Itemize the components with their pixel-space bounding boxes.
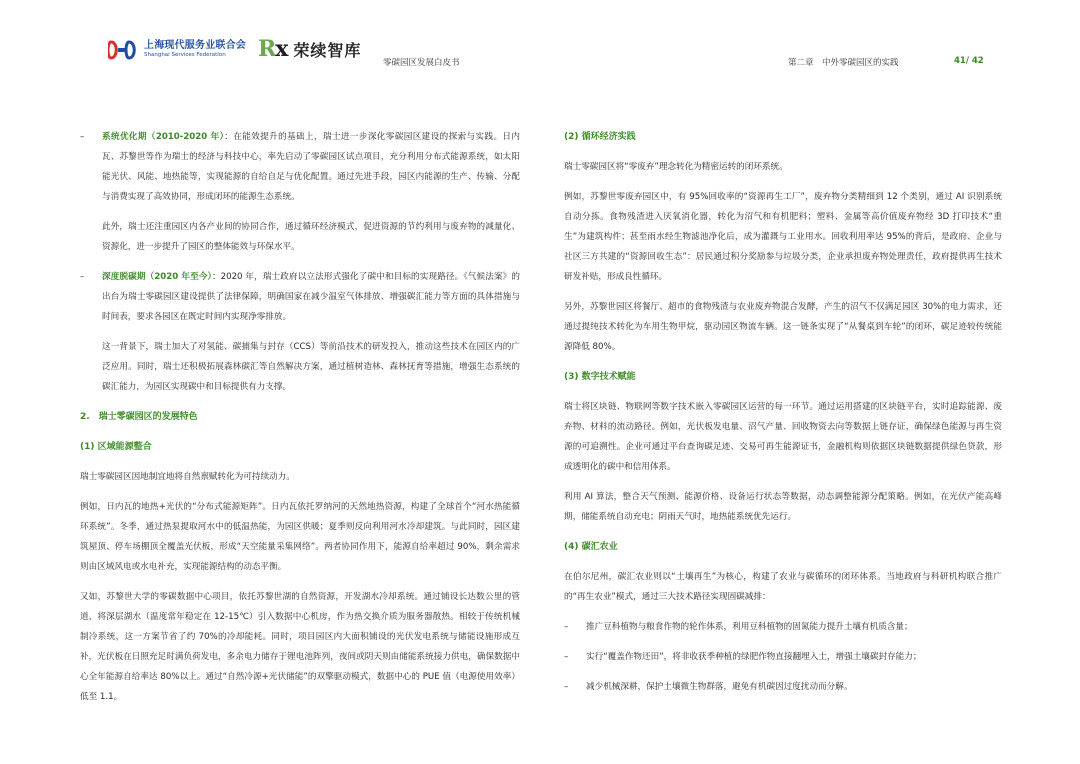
- bullet-text: ：在能效提升的基础上，瑞士进一步深化零碳园区建设的探索与实践。日内瓦、苏黎世等作为瑞士的经济与科技中心，率先启动了零碳园区试点项目，充分利用分布式能源系统，如太阳能光伏、风能、地热能等，实现能源的自给自足与优化配置。通过先进手段，园区内能源的生产、传输、分配与消费实现了高效协同，形成闭环的能源生态系统。: [102, 132, 520, 202]
- paragraph: 此外，瑞士还注重园区内各产业间的协同合作，通过循环经济模式，促进资源的节约利用与废弃物的减量化、资源化，进一步提升了园区的整体能效与环保水平。: [102, 222, 520, 252]
- list-item: [564, 647, 1002, 667]
- ssf-logo-icon: [108, 38, 138, 62]
- paragraph: 瑞士将区块链、物联网等数字技术嵌入零碳园区运营的每一环节。通过运用搭建的区块链平台，实时追踪能源、废弃物、材料的流动路径。例如，光伏板发电量、沼气产量、回收物资去向等数据上链存证，确保绿色能源与再生资源的可追溯性。企业可通过平台查询碳足迹、交易可再生能源证书，金融机构则依据区块链数据提供绿色贷款，形成透明化的碳中和信用体系。: [564, 402, 1002, 472]
- left-column: [80, 127, 520, 717]
- rx-logo-r: R: [258, 36, 276, 62]
- page-header: [0, 0, 1080, 80]
- paragraph: 又如，苏黎世大学的零碳数据中心项目，依托苏黎世湖的自然资源，开发湖水冷却系统。通过铺设长达数公里的管道，将深层湖水（温度常年稳定在 12-15℃）引入数据中心机房，作为热交换介质为服务器散热。相较于传统机械制冷系统，这一方案节省了约 70%的冷却能耗。同时，项目园区内大面积铺设的光伏发电系统与储能设施形成互补，光伏板在日照充足时满负荷发电，多余电力储存于锂电池阵列，夜间或阴天则由储能系统接力供电，确保数据中心全年能源自给率达 80%以上。通过“自然冷源+光伏储能”的双擎驱动模式，数据中心的 PUE 值（电源使用效率）低至 1.1。: [80, 592, 520, 702]
- ssf-logo: [108, 38, 246, 62]
- paragraph: 这一背景下，瑞士加大了对氢能、碳捕集与封存（CCS）等前沿技术的研发投入，推动这些技术在园区内的广泛应用。同时，瑞士还积极拓展森林碳汇等自然解决方案，通过植树造林、森林抚育等措施，增强生态系统的碳汇能力，为园区实现碳中和目标提供有力支撑。: [102, 342, 520, 392]
- bullet-title: 系统优化期（2010-2020 年）: [102, 132, 225, 142]
- right-column: [564, 127, 1002, 707]
- rx-logo-mark: [258, 36, 287, 62]
- ssf-name-en: Shanghai Services Federation: [144, 52, 226, 59]
- rx-logo: [258, 36, 361, 62]
- subsection-heading: (2) 循环经济实践: [564, 132, 636, 142]
- paragraph: 瑞士零碳园区因地制宜地将自然禀赋转化为可持续动力。: [80, 472, 295, 482]
- list-dash: –: [564, 622, 569, 632]
- paragraph: 利用 AI 算法，整合天气预测、能源价格、设备运行状态等数据，动态调整能源分配策略。例如，在光伏产能高峰期，储能系统自动充电；阴雨天气时，地热能系统优先运行。: [564, 492, 1002, 522]
- bullet-title: 深度脱碳期（2020 年至今）: [102, 272, 212, 282]
- section-heading: 2. 瑞士零碳园区的发展特色: [80, 412, 198, 422]
- paragraph: 另外，苏黎世园区将餐厅、超市的食物残渣与农业废弃物混合发酵，产生的沼气不仅满足园区 30%的电力需求，还通过提纯技术转化为车用生物甲烷，驱动园区物流车辆。这一链条实现了“从餐桌到车轮”的闭环，碳足迹较传统能源降低 80%。: [564, 302, 1002, 352]
- subsection-heading: (1) 区域能源整合: [80, 442, 152, 452]
- bullet-deep-decarbonization: [80, 267, 520, 327]
- list-dash: –: [564, 682, 569, 692]
- subsection-heading: (3) 数字技术赋能: [564, 372, 636, 382]
- paragraph: 瑞士零碳园区将“零废弃”理念转化为精密运转的闭环系统。: [564, 162, 788, 172]
- bullet-dash: –: [80, 272, 85, 282]
- ssf-name-cn: 上海现代服务业联合会: [144, 40, 246, 52]
- list-item: [564, 617, 1002, 637]
- list-item-text: 实行“覆盖作物还田”，将非收获季种植的绿肥作物直接翻埋入土，增强土壤碳封存能力；: [586, 652, 922, 662]
- rx-logo-x: x: [275, 36, 288, 62]
- paragraph: 例如，日内瓦的地热+光伏的“分布式能源矩阵”。日内瓦依托罗纳河的天然地热资源，构建了全球首个“河水热能循环系统”。冬季，通过热泵提取河水中的低温热能，为园区供暖；夏季则反向利用河水冷却建筑。与此同时，园区建筑屋顶、停车场棚顶全覆盖光伏板，形成“天空能量采集网络”。两者协同作用下，能源自给率超过 90%，剩余需求则由区域风电或水电补充，实现能源结构的动态平衡。: [80, 502, 520, 572]
- list-item-text: 减少机械深耕，保护土壤微生物群落，避免有机碳因过度扰动而分解。: [586, 682, 853, 692]
- list-dash: –: [564, 652, 569, 662]
- list-item-text: 推广豆科植物与粮食作物的轮作体系，利用豆科植物的固氮能力提升土壤有机质含量；: [586, 622, 913, 632]
- page-number: 41/ 42: [954, 56, 984, 66]
- paragraph: 在伯尔尼州，碳汇农业则以“土壤再生”为核心，构建了农业与碳循环的闭环体系。当地政府与科研机构联合推广的“再生农业”模式，通过三大技术路径实现固碳减排：: [564, 572, 1002, 602]
- list-item: [564, 677, 1002, 697]
- bullet-text: ：2020 年，瑞士政府以立法形式强化了碳中和目标的实现路径。《气候法案》的出台为瑞士零碳园区建设提供了法律保障，明确国家在减少温室气体排放、增强碳汇能力等方面的具体措施与时间表，要求各园区在既定时间内实现净零排放。: [102, 272, 520, 322]
- chapter-title: 第二章 中外零碳园区的实践: [788, 58, 899, 68]
- bullet-dash: –: [80, 132, 85, 142]
- paragraph: 例如，苏黎世零废弃园区中，有 95%回收率的“资源再生工厂”，废弃物分类精细到 12 个类别，通过 AI 识别系统自动分拣。食物残渣进入厌氧消化器，转化为沼气和有机肥料；塑料、金属等高价值废弃物经 3D 打印技术“重生”为建筑构件；甚至雨水经生物滤池净化后，成为灌溉与工业用水。回收利用率达 95%的背后，是政府、企业与社区三方共建的“资源回收生态”：居民通过积分奖励参与垃圾分类，企业承担废弃物处理责任，政府提供再生技术研发补贴，形成良性循环。: [564, 192, 1002, 282]
- subsection-heading: (4) 碳汇农业: [564, 542, 618, 552]
- document-title: 零碳园区发展白皮书: [383, 58, 460, 68]
- bullet-system-optimization: [80, 127, 520, 207]
- rx-logo-name: 荣续智库: [293, 40, 362, 60]
